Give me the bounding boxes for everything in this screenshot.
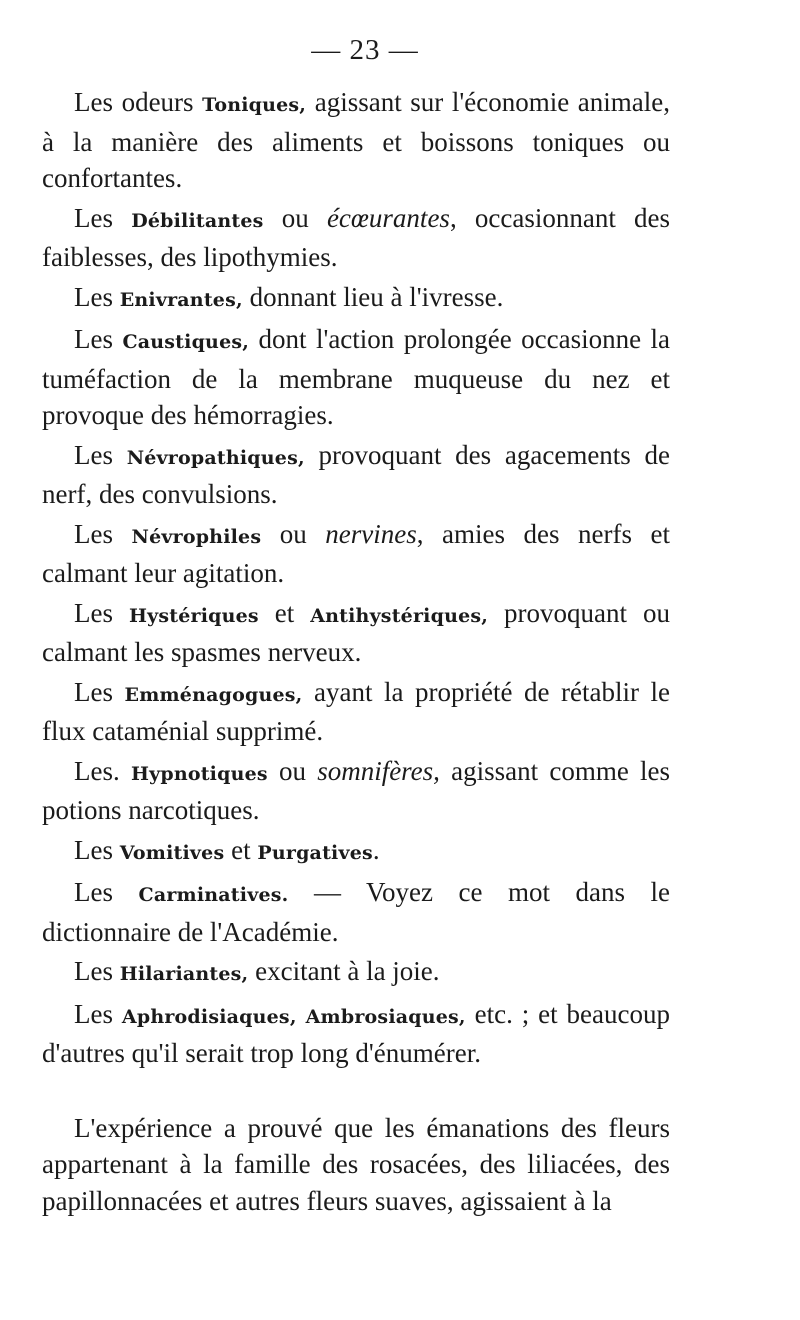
paragraph	[42, 437, 670, 513]
term-bold: Aphrodisiaques, Ambrosiaques,	[121, 1005, 466, 1028]
paragraph	[42, 832, 670, 872]
text-run: agissant comme les potions narcotiques.	[42, 755, 670, 825]
text-run: Les	[74, 518, 132, 549]
term-italic: somnifères,	[317, 755, 440, 786]
paragraph	[42, 279, 670, 319]
paragraph	[42, 674, 670, 750]
paragraph	[42, 874, 670, 950]
text-run: Les	[74, 956, 120, 986]
paragraph	[42, 953, 670, 993]
text-run: ou	[261, 518, 326, 549]
text-run: .	[372, 834, 380, 865]
text-run: agissant sur l'économie animale, à la manière des aliments et boissons toniques ou confortantes.	[42, 87, 671, 193]
term-bold: Purgatives	[257, 841, 373, 864]
paragraph	[42, 595, 670, 671]
paragraph	[42, 753, 670, 829]
text-run: donnant lieu à l'ivresse.	[242, 281, 504, 312]
term-bold: Enivrantes,	[119, 288, 243, 311]
term-bold: Névrophiles	[131, 525, 262, 548]
term-bold: Hystériques	[128, 604, 259, 627]
term-bold: Toniques,	[202, 94, 307, 116]
term-bold: Débilitantes	[131, 209, 264, 232]
term-bold: Caustiques,	[122, 331, 250, 353]
text-run: provoquant des agacements de nerf, des convulsions.	[42, 439, 671, 509]
paragraph	[42, 84, 670, 197]
text-run: ou	[263, 202, 327, 233]
text-run: Les.	[74, 755, 131, 786]
text-run: Les	[74, 202, 132, 233]
term-bold: Emménagogues,	[124, 683, 303, 706]
paragraph	[42, 516, 670, 592]
text-run: etc. ; et beaucoup d'autres qu'il serait trop long d'énumérer.	[42, 998, 670, 1068]
text-run: Les	[74, 281, 120, 312]
text-run: Les	[74, 597, 129, 628]
body-text	[42, 84, 670, 1219]
text-run: ou	[267, 755, 318, 786]
text-run: et	[224, 834, 258, 865]
paragraph	[42, 200, 670, 276]
page-number: — 23 —	[311, 34, 419, 66]
text-run: L'expérience a prouvé que les émanations des fleurs appartenant à la famille des rosacées, des liliacées, des papillonnacées et autres fleurs suaves, agissaient à la	[42, 1112, 670, 1216]
paragraph	[42, 321, 670, 434]
term-bold: Névropathiques,	[126, 446, 305, 469]
text-run: et	[258, 597, 311, 628]
paragraph	[42, 996, 670, 1072]
term-italic: écœurantes	[326, 202, 450, 233]
text-run: — Voyez ce mot dans le dictionnaire de l'Académie.	[42, 877, 671, 947]
text-run: Les	[74, 834, 120, 865]
term-italic: nervines	[325, 518, 417, 549]
text-run: Les	[74, 676, 125, 707]
text-run: ayant la propriété de rétablir le flux cataménial supprimé.	[42, 676, 670, 746]
text-run: provoquant ou calmant les spasmes nerveux.	[42, 597, 670, 667]
paragraph	[42, 1110, 670, 1220]
text-run: Les odeurs	[74, 87, 203, 117]
text-run: Les	[74, 877, 139, 907]
text-run: , amies des nerfs et calmant leur agitation.	[42, 518, 671, 588]
text-run: , occasionnant des faiblesses, des lipothymies.	[42, 202, 671, 272]
text-run: Les	[74, 998, 122, 1029]
text-run: Les	[74, 439, 127, 470]
term-bold: Hypnotiques	[130, 762, 268, 785]
text-run: dont l'action prolongée occasionne la tuméfaction de la membrane muqueuse du nez et provoque des hémorragies.	[42, 324, 671, 430]
term-bold: Carminatives.	[138, 884, 289, 906]
term-bold: Vomitives	[119, 841, 225, 864]
text-run: Les	[74, 324, 123, 354]
term-bold: Antihystériques,	[310, 604, 489, 627]
text-run: excitant à la joie.	[248, 956, 440, 986]
term-bold: Hilariantes,	[119, 963, 249, 985]
